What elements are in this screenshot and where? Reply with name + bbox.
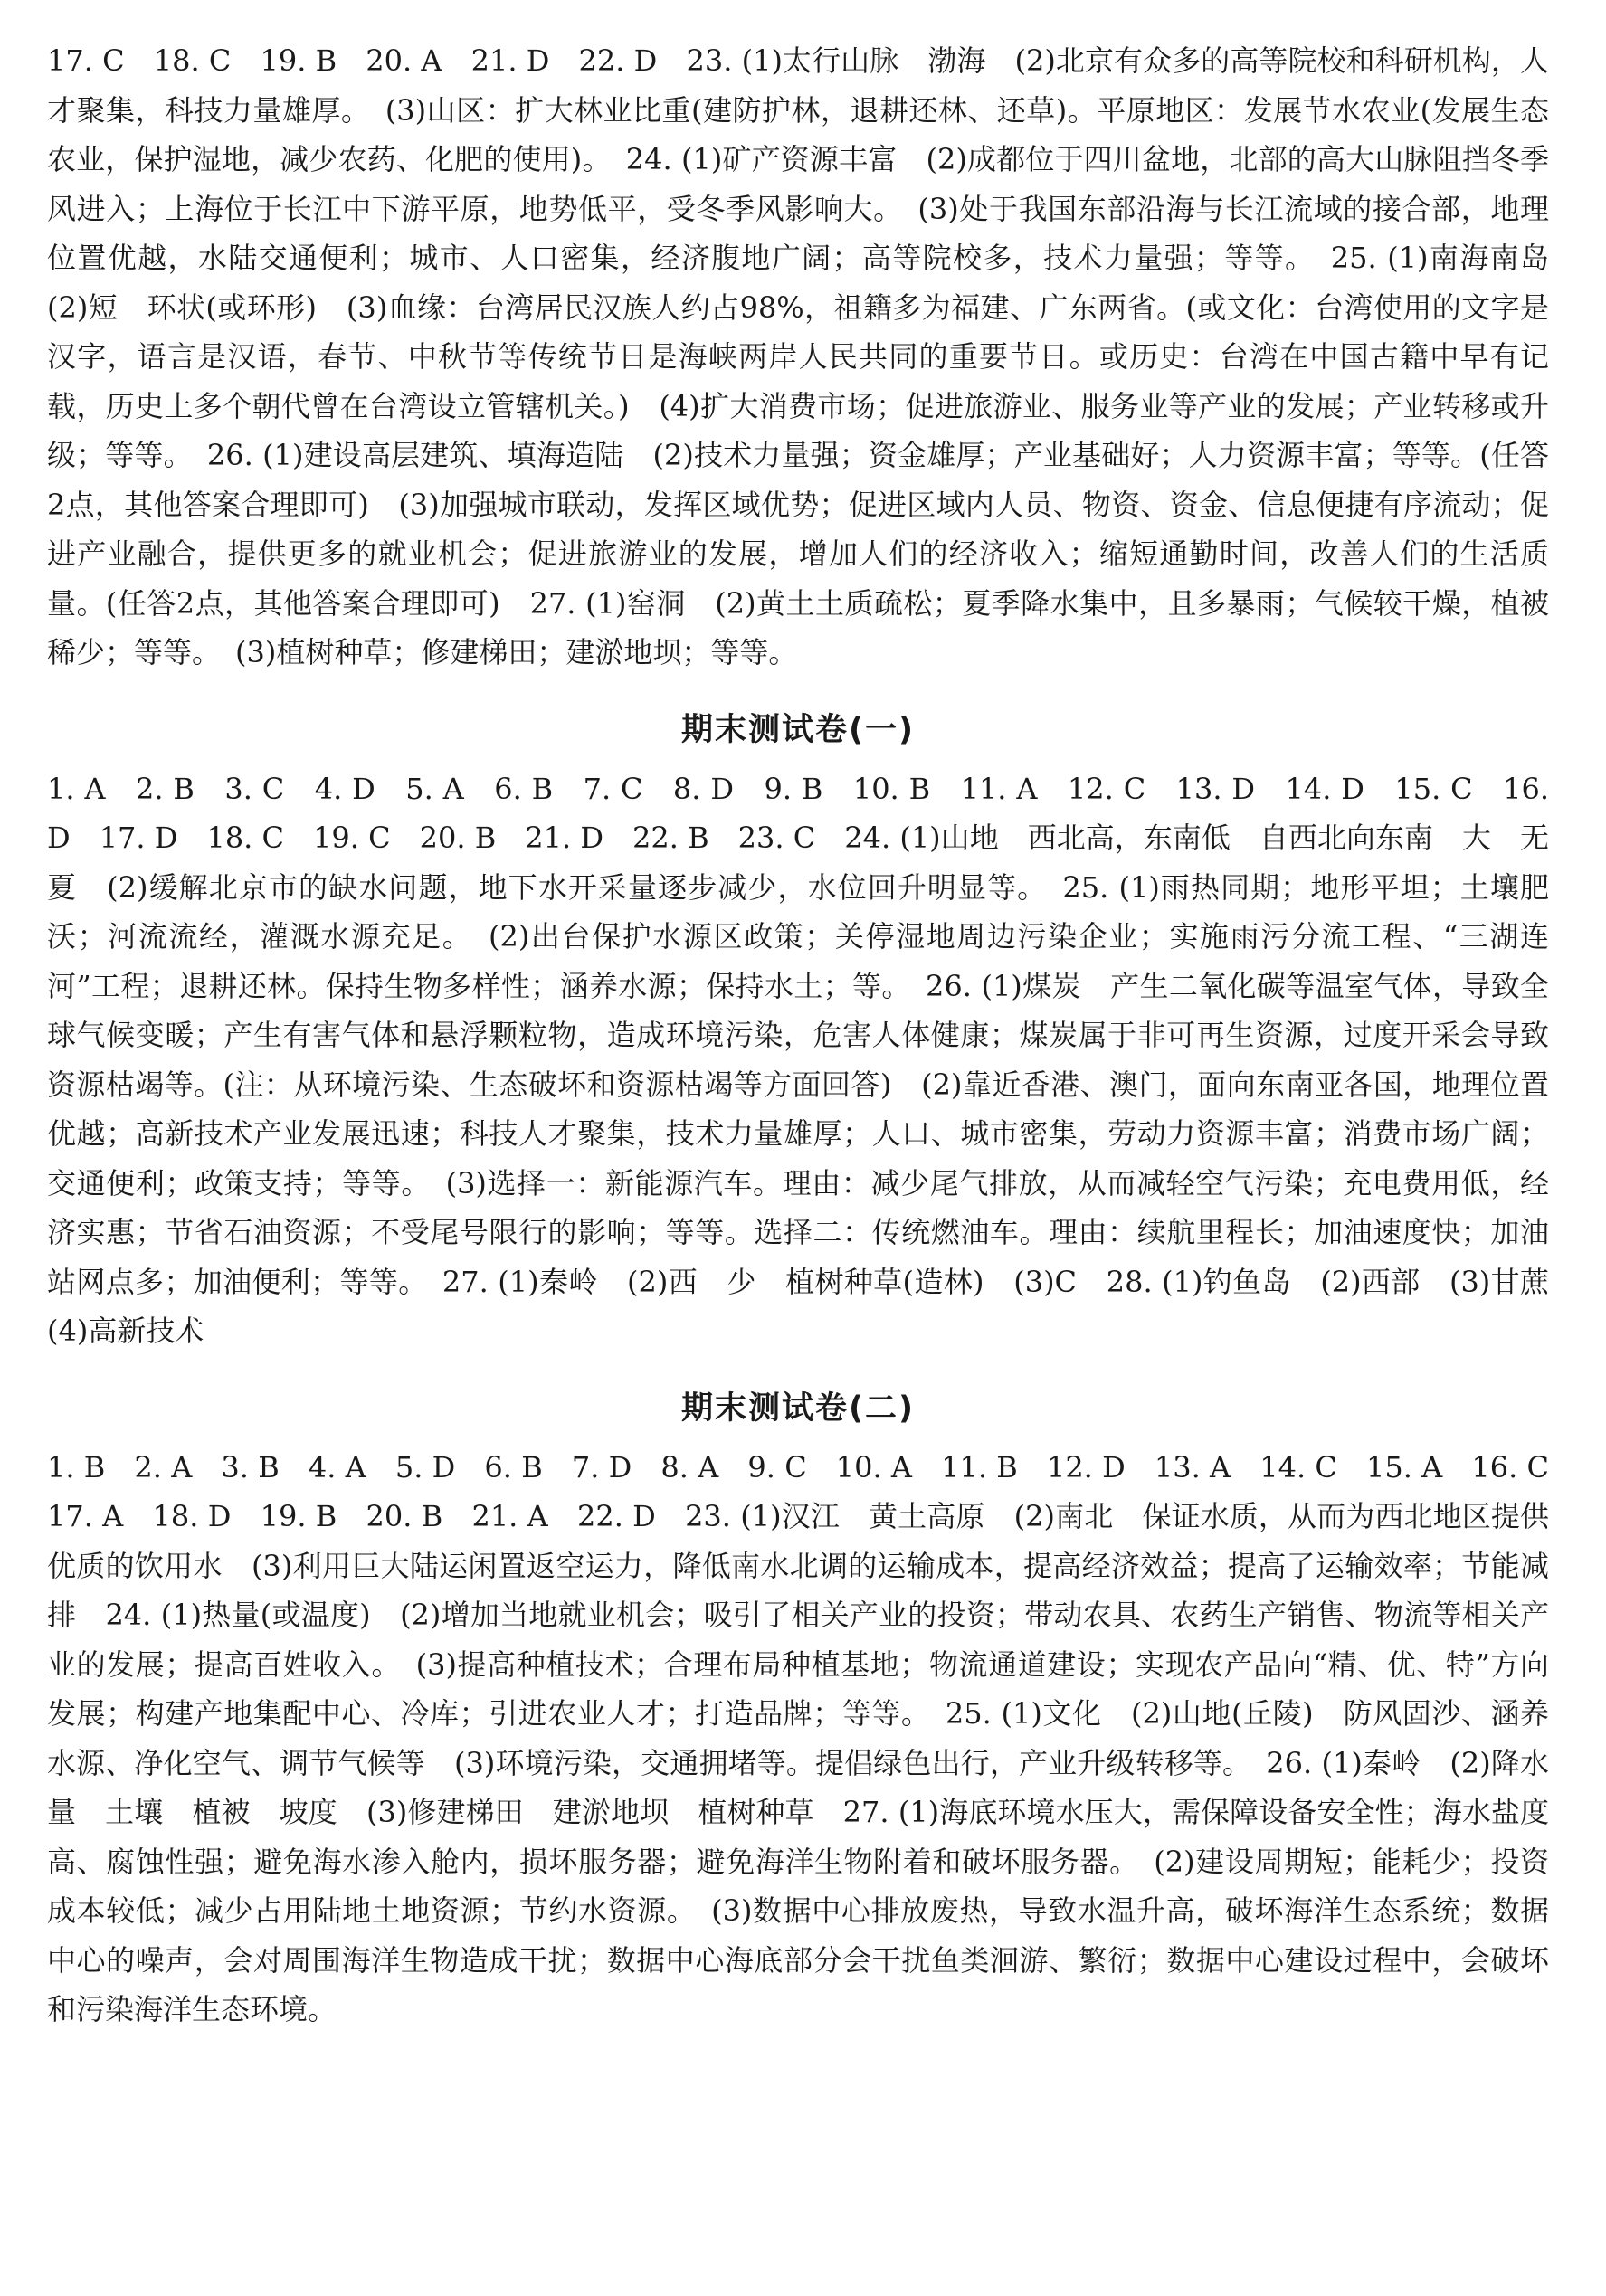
answer-block-2: 1. A 2. B 3. C 4. D 5. A 6. B 7. C 8. D 9. B 10. B 11. A 12. C 13. D 14. D 15. C 16. D 17. D 18. C 19. C 20. B 21. D 22. B 23. C 24. (1)山地 西北高，东南低 自西北向东南 大 无 夏 (2)缓解北京市的缺水问题，地下水开采量逐步减少，水位回升明显等。 25. (1)雨热同期；地形平坦；土壤肥沃；河流流经，灌溉水源充足。 (2)出台保护水源区政策；关停湿地周边污染企业；实施雨污分流工程、“三湖连河”工程；退耕还林。保持生物多样性；涵养水源；保持水土；等。 26. (1)煤炭 产生二氧化碳等温室气体，导致全球气候变暖；产生有害气体和悬浮颗粒物，造成环境污染，危害人体健康；煤炭属于非可再生资源，过度开采会导致资源枯竭等。(注：从环境污染、生态破坏和资源枯竭等方面回答) (2)靠近香港、澳门，面向东南亚各国，地理位置优越；高新技术产业发展迅速；科技人才聚集，技术力量雄厚；人口、城市密集，劳动力资源丰富；消费市场广阔；交通便利；政策支持；等等。 (3)选择一：新能源汽车。理由：减少尾气排放，从而减轻空气污染；充电费用低，经济实惠；节省石油资源；不受尾号限行的影响；等等。选择二：传统燃油车。理由：续航里程长；加油速度快；加油站网点多；加油便利；等等。 27. (1)秦岭 (2)西 少 植树种草(造林) (3)C 28. (1)钓鱼岛 (2)西部 (3)甘蔗 (4)高新技术 [47,771,1579,1348]
section-title-final-exam-2: 期末测试卷(二) [681,1390,915,1427]
answer-block-3: 1. B 2. A 3. B 4. A 5. D 6. B 7. D 8. A 9. C 10. A 11. B 12. D 13. A 14. C 15. A 16. C 17. A 18. D 19. B 20. B 21. A 22. D 23. (1)汉江 黄土高原 (2)南北 保证水质，从而为西北地区提供优质的饮用水 (3)利用巨大陆运闲置返空运力，降低南水北调的运输成本，提高经济效益；提高了运输效率；节能减排 24. (1)热量(或温度) (2)增加当地就业机会；吸引了相关产业的投资；带动农具、农药生产销售、物流等相关产业的发展；提高百姓收入。 (3)提高种植技术；合理布局种植基地；物流通道建设；实现农产品向“精、优、特”方向发展；构建产地集配中心、冷库；引进农业人才；打造品牌；等等。 25. (1)文化 (2)山地(丘陵) 防风固沙、涵养水源、净化空气、调节气候等 (3)环境污染，交通拥堵等。提倡绿色出行，产业升级转移等。 26. (1)秦岭 (2)降水量 土壤 植被 坡度 (3)修建梯田 建淤地坝 植树种草 27. (1)海底环境水压大，需保障设备安全性；海水盐度高、腐蚀性强；避免海水渗入舱内，损坏服务器；避免海洋生物附着和破坏服务器。 (2)建设周期短；能耗少；投资成本较低；减少占用陆地土地资源；节约水资源。 (3)数据中心排放废热，导致水温升高，破坏海洋生态系统；数据中心的噪声，会对周围海洋生物造成干扰；数据中心海底部分会干扰鱼类洄游、繁衍；数据中心建设过程中，会破坏和污染海洋生态环境。 [47,1449,1579,2026]
section-title-final-exam-1: 期末测试卷(一) [681,711,915,748]
answer-page [47,36,1579,2035]
answer-block-1: 17. C 18. C 19. B 20. A 21. D 22. D 23. (1)太行山脉 渤海 (2)北京有众多的高等院校和科研机构，人才聚集，科技力量雄厚。 (3)山区：扩大林业比重(建防护林，退耕还林、还草)。平原地区：发展节水农业(发展生态农业，保护湿地，减少农药、化肥的使用)。 24. (1)矿产资源丰富 (2)成都位于四川盆地，北部的高大山脉阻挡冬季风进入；上海位于长江中下游平原，地势低平，受冬季风影响大。 (3)处于我国东部沿海与长江流域的接合部，地理位置优越，水陆交通便利；城市、人口密集，经济腹地广阔；高等院校多，技术力量强；等等。 25. (1)南海南岛 (2)短 环状(或环形) (3)血缘：台湾居民汉族人约占98%，祖籍多为福建、广东两省。(或文化：台湾使用的文字是汉字，语言是汉语，春节、中秋节等传统节日是海峡两岸人民共同的重要节日。或历史：台湾在中国古籍中早有记载，历史上多个朝代曾在台湾设立管辖机关。) (4)扩大消费市场；促进旅游业、服务业等产业的发展；产业转移或升级；等等。 26. (1)建设高层建筑、填海造陆 (2)技术力量强；资金雄厚；产业基础好；人力资源丰富；等等。(任答2点，其他答案合理即可) (3)加强城市联动，发挥区域优势；促进区域内人员、物资、资金、信息便捷有序流动；促进产业融合，提供更多的就业机会；促进旅游业的发展，增加人们的经济收入；缩短通勤时间，改善人们的生活质量。(任答2点，其他答案合理即可) 27. (1)窑洞 (2)黄土土质疏松；夏季降水集中，且多暴雨；气候较干燥，植被稀少；等等。 (3)植树种草；修建梯田；建淤地坝；等等。 [47,43,1579,669]
